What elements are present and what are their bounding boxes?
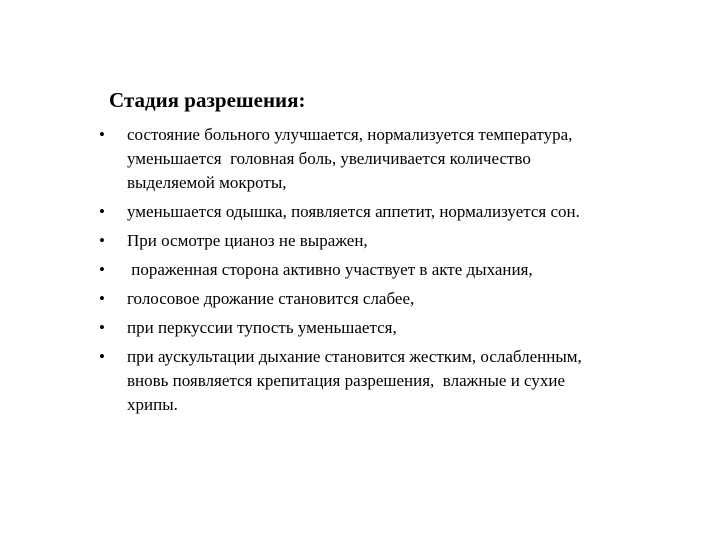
list-item	[99, 316, 679, 340]
list-item	[99, 258, 679, 282]
list-item	[99, 200, 679, 224]
bullet-text: при перкуссии тупость уменьшается,	[127, 318, 397, 337]
slide-title: Стадия разрешения:	[109, 88, 306, 112]
bullet-text: состояние больного улучшается, нормализуется температура, уменьшается головная боль, увеличивается количество выделяемой мокроты,	[127, 125, 573, 192]
bullet-icon: •	[99, 125, 105, 144]
bullet-text: пораженная сторона активно участвует в акте дыхания,	[127, 260, 533, 279]
list-item	[99, 229, 679, 253]
bullet-icon: •	[99, 260, 105, 279]
bullet-icon: •	[99, 231, 105, 250]
bullet-icon: •	[99, 347, 105, 366]
bullet-text: при аускультации дыхание становится жестким, ослабленным, вновь появляется крепитация разрешения, влажные и сухие хрипы.	[127, 347, 582, 414]
bullet-text: уменьшается одышка, появляется аппетит, нормализуется сон.	[127, 202, 580, 221]
list-item	[99, 123, 679, 195]
list-item	[99, 345, 679, 417]
bullet-icon: •	[99, 289, 105, 308]
bullet-icon: •	[99, 202, 105, 221]
bullet-text: При осмотре цианоз не выражен,	[127, 231, 368, 250]
bullet-icon: •	[99, 318, 105, 337]
bullet-text: голосовое дрожание становится слабее,	[127, 289, 415, 308]
list-item	[99, 287, 679, 311]
bullet-list	[99, 123, 679, 422]
